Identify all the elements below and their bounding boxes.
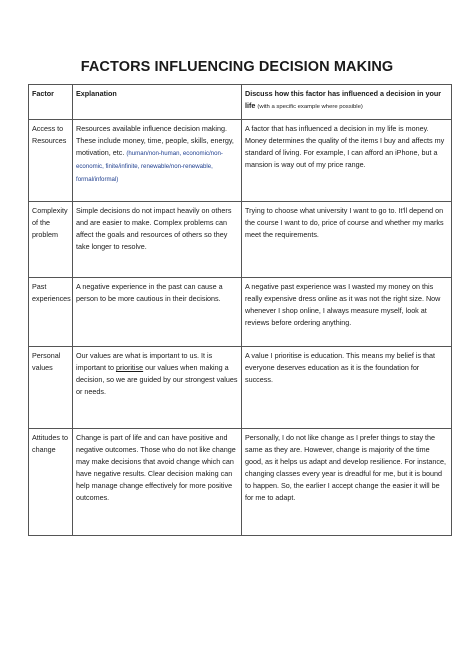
discussion-cell: Trying to choose what university I want to go to. It'll depend on the course I want to do, price of course and whether my marks meet the requirements. <box>242 202 452 278</box>
header-factor: Factor <box>29 85 73 120</box>
table-row <box>29 429 452 536</box>
explanation-text-start: Our values are what is important to us. It is important to <box>76 351 213 372</box>
explanation-cell <box>73 347 242 429</box>
explanation-underlined-word: prioritise <box>115 363 144 372</box>
factors-table <box>28 84 452 536</box>
table-row <box>29 120 452 202</box>
factor-cell: Access to Resources <box>29 120 73 202</box>
page-title: FACTORS INFLUENCING DECISION MAKING <box>80 59 394 75</box>
explanation-cell: Simple decisions do not impact heavily on others and are easier to make. Complex problems can affect the goals and resources of others so they take longer to resolve. <box>73 202 242 278</box>
discussion-cell: A negative past experience was I wasted my money on this really expensive dress online as it was not the right size. Now whenever I shop online, I always measure myself, look at reviews before ordering anything. <box>242 278 452 347</box>
header-discuss <box>242 85 452 120</box>
header-discuss-main: Discuss how this factor has influenced a decision in your life <box>245 89 442 110</box>
table-header-row <box>29 85 452 120</box>
explanation-cell <box>73 120 242 202</box>
discussion-cell: A value I prioritise is education. This means my belief is that everyone deserves education as it is the foundation for success. <box>242 347 452 429</box>
explanation-note: (human/non-human, economic/non-economic, finite/infinite, renewable/non-renewable, formal/informal) <box>76 150 223 183</box>
explanation-text: Resources available influence decision making. These include money, time, people, skills, energy, motivation, etc. <box>76 124 234 157</box>
table-row <box>29 202 452 278</box>
header-discuss-note: (with a specific example where possible) <box>257 104 363 110</box>
explanation-cell: A negative experience in the past can cause a person to be more cautious in their decisions. <box>73 278 242 347</box>
discussion-cell: Personally, I do not like change as I prefer things to stay the same as they are. However, change is majority of the time good, as it helps us adapt and develop resilience. For instance, changing classes every year is dreadful for me, but it is bound to happen. So, the earlier I accept change the easier it will be for me to adapt. <box>242 429 452 536</box>
table-row <box>29 278 452 347</box>
table-row <box>29 347 452 429</box>
discussion-cell: A factor that has influenced a decision in my life is money. Money determines the quality of the items I buy and affects my standard of living. For example, I can afford an iPhone, but a mansion is way out of my price range. <box>242 120 452 202</box>
factor-cell: Attitudes to change <box>29 429 73 536</box>
explanation-cell: Change is part of life and can have positive and negative outcomes. Those who do not like change may make decisions that avoid change which can have negative results. Clear decision making can help manage change effectively for more positive outcomes. <box>73 429 242 536</box>
header-explanation: Explanation <box>73 85 242 120</box>
explanation-text-end: our values when making a decision, so we are guided by our strongest values or needs. <box>76 363 238 396</box>
factor-cell: Personal values <box>29 347 73 429</box>
factor-cell: Past experiences <box>29 278 73 347</box>
factor-cell: Complexity of the problem <box>29 202 73 278</box>
